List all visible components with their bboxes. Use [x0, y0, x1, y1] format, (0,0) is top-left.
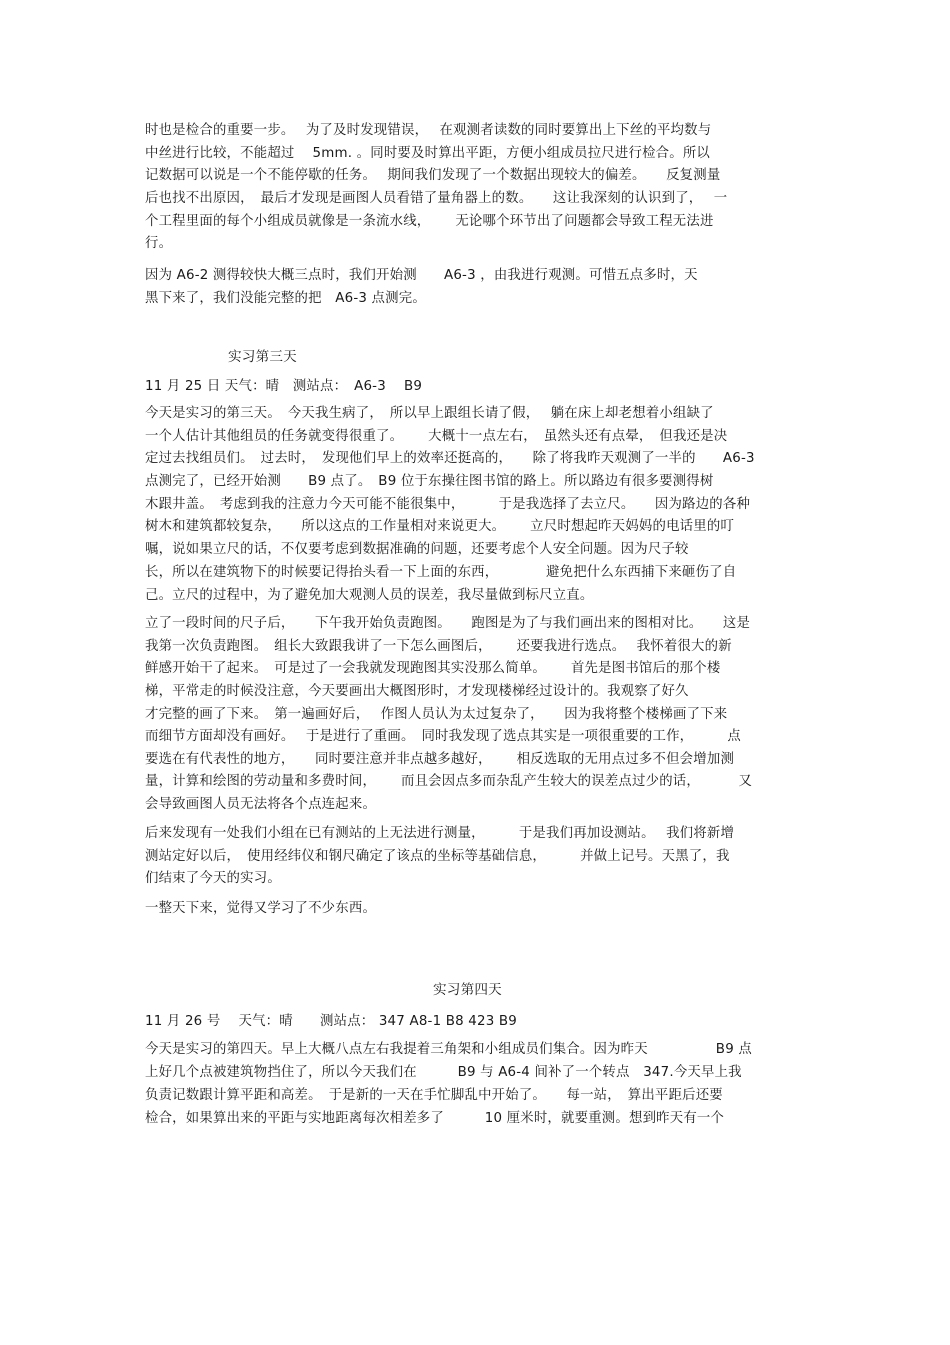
day3-p1-line8: 长，所以在建筑物下的时候要记得抬头看一下上面的东西， 避免把什么东西捕下来砸伤了自 — [145, 565, 737, 580]
day3-closing: 一整天下来，觉得又学习了不少东西。 — [145, 901, 377, 916]
day3-p2-line9: 会导致画图人员无法将各个点连起来。 — [145, 797, 377, 812]
day4-info: 11 月 26 号 天气：晴 测站点： 347 A8-1 B8 423 B9 — [145, 1014, 518, 1029]
intro-p1-line1: 时也是检合的重要一步。 为了及时发现错误， 在观测者读数的同时要算出上下丝的平均数与 — [145, 123, 712, 138]
day3-p1-line5: 木跟井盖。 考虑到我的注意力今天可能不能很集中， 于是我选择了去立尺。 因为路边的各种 — [145, 497, 751, 512]
day3-p2-line7: 要选在有代表性的地方， 同时要注意并非点越多越好， 相反选取的无用点过多不但会增加测 — [145, 752, 735, 767]
day3-p1-line9: 己。立尺的过程中，为了避免加大观测人员的误差，我尽量做到标尺立直。 — [145, 588, 594, 603]
intro-p1-line3: 记数据可以说是一个不能停歇的任务。 期间我们发现了一个数据出现较大的偏差。 反复测量 — [145, 168, 721, 183]
day3-p1-line1: 今天是实习的第三天。 今天我生病了， 所以早上跟组长请了假， 躺在床上却老想着小组缺了 — [145, 406, 714, 421]
day3-p1-line7: 嘱，说如果立尺的话，不仅要考虑到数据准确的问题，还要考虑个人安全问题。因为尺子较 — [145, 542, 689, 557]
intro-p2-line1: 因为 A6-2 测得较快大概三点时，我们开始测 A6-3 ，由我进行观测。可惜五点多时，天 — [145, 268, 698, 283]
day3-p3-line1: 后来发现有一处我们小组在已有测站的上无法进行测量， 于是我们再加设测站。 我们将新增 — [145, 826, 735, 841]
day3-p1-line6: 树木和建筑都较复杂， 所以这点的工作量相对来说更大。 立尺时想起昨天妈妈的电话里的叮 — [145, 519, 735, 534]
day4-p1-line2: 上好几个点被建筑物挡住了，所以今天我们在 B9 与 A6-4 间补了一个转点 347.今天早上我 — [145, 1065, 742, 1080]
intro-p1-line4: 后也找不出原因， 最后才发现是画图人员看错了量角器上的数。 这让我深刻的认识到了， 一 — [145, 191, 728, 206]
day3-p3-line3: 们结束了今天的实习。 — [145, 871, 281, 886]
day3-p1-line3: 定过去找组员们。 过去时， 发现他们早上的效率还挺高的， 除了将我昨天观测了一半的 A6-3 — [145, 451, 755, 466]
day3-p2-line4: 梯，平常走的时候没注意，今天要画出大概图形时，才发现楼梯经过设计的。我观察了好久 — [145, 684, 689, 699]
day3-p2-line8: 量，计算和绘图的劳动量和多费时间， 而且会因点多而杂乱产生较大的误差点过少的话， 又 — [145, 774, 753, 789]
intro-p1-line2: 中丝进行比较，不能超过 5mm. 。同时要及时算出平距，方便小组成员拉尺进行检合。所以 — [145, 146, 711, 161]
day3-p3-line2: 测站定好以后， 使用经纬仪和钢尺确定了该点的坐标等基础信息， 并做上记号。天黑了，我 — [145, 849, 730, 864]
day3-title: 实习第三天 — [228, 349, 297, 365]
day3-p2-line2: 我第一次负责跑图。 组长大致跟我讲了一下怎么画图后， 还要我进行选点。 我怀着很大的新 — [145, 639, 732, 654]
day4-p1-line4: 检合，如果算出来的平距与实地距离每次相差多了 10 厘米时，就要重测。想到昨天有一个 — [145, 1111, 725, 1126]
day3-p2-line6: 而细节方面却没有画好。 于是进行了重画。 同时我发现了选点其实是一项很重要的工作， 点 — [145, 729, 741, 744]
day3-info: 11 月 25 日 天气：晴 测站点： A6-3 B9 — [145, 379, 423, 394]
day3-p2-line5: 才完整的画了下来。 第一遍画好后， 作图人员认为太过复杂了， 因为我将整个楼梯画了下来 — [145, 707, 728, 722]
day4-p1-line1: 今天是实习的第四天。早上大概八点左右我提着三角架和小组成员们集合。因为昨天 B9 点 — [145, 1042, 752, 1057]
intro-p1-line5: 个工程里面的每个小组成员就像是一条流水线， 无论哪个环节出了问题都会导致工程无法进 — [145, 214, 714, 229]
day3-p1-line2: 一个人估计其他组员的任务就变得很重了。 大概十一点左右， 虽然头还有点晕， 但我还是决 — [145, 429, 728, 444]
intro-p1-line6: 行。 — [145, 236, 173, 251]
day3-p2-line1: 立了一段时间的尺子后， 下午我开始负责跑图。 跑图是为了与我们画出来的图相对比。 这是 — [145, 616, 751, 631]
day3-p2-line3: 鲜感开始干了起来。 可是过了一会我就发现跑图其实没那么简单。 首先是图书馆后的那个楼 — [145, 661, 721, 676]
day4-title: 实习第四天 — [433, 982, 502, 998]
intro-p2-line2: 黑下来了，我们没能完整的把 A6-3 点测完。 — [145, 291, 426, 306]
day4-p1-line3: 负责记数跟计算平距和高差。 于是新的一天在手忙脚乱中开始了。 每一站， 算出平距后还要 — [145, 1088, 723, 1103]
day3-p1-line4: 点测完了，已经开始测 B9 点了。 B9 位于东操往图书馆的路上。所以路边有很多要测得树 — [145, 474, 714, 489]
